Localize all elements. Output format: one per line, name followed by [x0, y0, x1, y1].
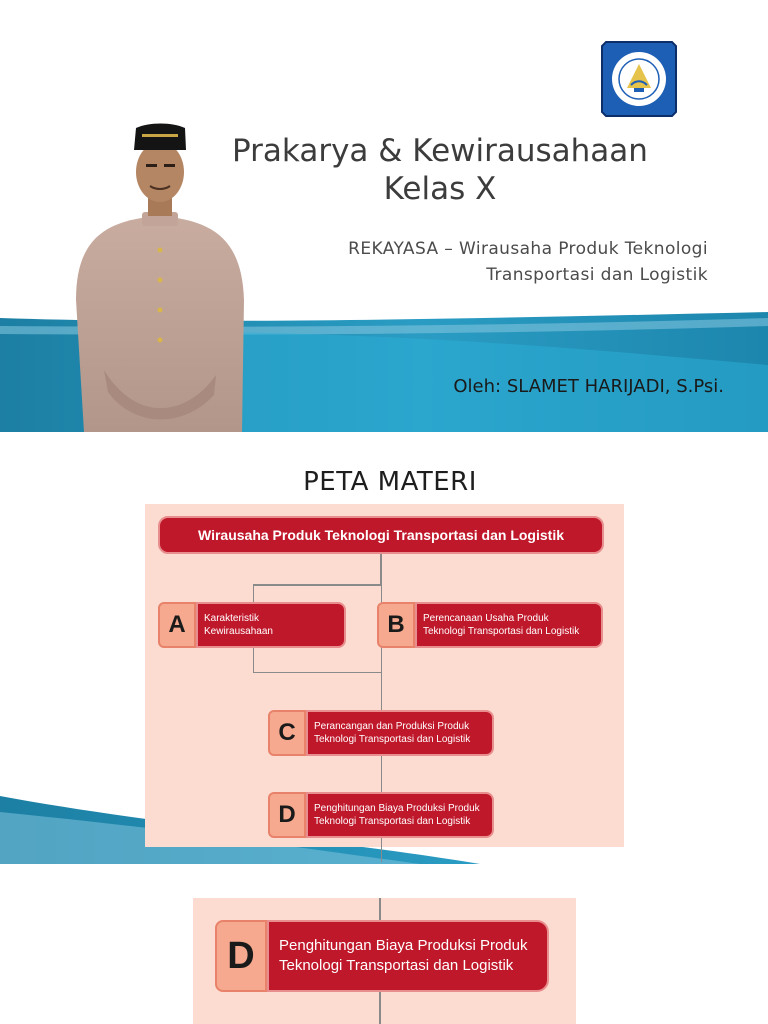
- node-label: [196, 602, 346, 648]
- author-credit: Oleh: SLAMET HARIJADI, S.Psi.: [453, 376, 724, 397]
- concept-map-root: Wirausaha Produk Teknologi Transportasi dan Logistik: [158, 516, 604, 554]
- node-label-line-1: Karakteristik: [204, 613, 260, 624]
- node-label-line-1: Penghitungan Biaya Produksi Produk: [314, 803, 480, 814]
- concept-map: [145, 504, 624, 847]
- node-label-line-2: Teknologi Transportasi dan Logistik: [279, 957, 514, 974]
- tut-wuri-handayani-logo: [598, 38, 680, 120]
- concept-node-a: [158, 602, 346, 648]
- connector-line: [380, 554, 382, 584]
- slide-subtitle: [250, 236, 708, 288]
- title-slide: [0, 0, 768, 432]
- title-line-1: Prakarya & Kewirausahaan: [232, 133, 648, 169]
- node-label-line-1: Perancangan dan Produksi Produk: [314, 721, 470, 732]
- connector-line: [379, 898, 381, 920]
- node-label-line-1: Perencanaan Usaha Produk: [423, 613, 549, 624]
- node-label-line-2: Teknologi Transportasi dan Logistik: [314, 816, 471, 827]
- slide-title: [170, 132, 710, 208]
- node-label-line-2: Teknologi Transportasi dan Logistik: [314, 734, 471, 745]
- subtitle-line-1: REKAYASA – Wirausaha Produk Teknologi: [348, 239, 708, 259]
- connector-line: [379, 992, 381, 1024]
- zoomed-node-slide: [0, 864, 768, 1024]
- node-label: [267, 920, 549, 992]
- title-line-2: Kelas X: [383, 171, 497, 207]
- subtitle-line-2: Transportasi dan Logistik: [486, 265, 708, 285]
- node-letter: B: [377, 602, 415, 648]
- concept-map-zoom: [193, 898, 576, 1024]
- node-label-line-2: Teknologi Transportasi dan Logistik: [423, 626, 580, 637]
- node-letter: C: [268, 710, 306, 756]
- node-label-line-1: Penghitungan Biaya Produksi Produk: [279, 937, 528, 954]
- peta-materi-title: PETA MATERI: [303, 467, 477, 497]
- concept-node-d: [268, 792, 494, 838]
- concept-node-c: [268, 710, 494, 756]
- connector-line: [253, 672, 381, 673]
- node-label: [306, 710, 494, 756]
- node-letter: D: [215, 920, 267, 992]
- node-label: [415, 602, 603, 648]
- concept-node-b: [377, 602, 603, 648]
- node-letter: A: [158, 602, 196, 648]
- concept-node-d-large: [215, 920, 549, 992]
- connector-line: [253, 584, 381, 586]
- peta-materi-slide: [0, 432, 768, 864]
- node-letter: D: [268, 792, 306, 838]
- node-label-line-2: Kewirausahaan: [204, 626, 273, 637]
- node-label: [306, 792, 494, 838]
